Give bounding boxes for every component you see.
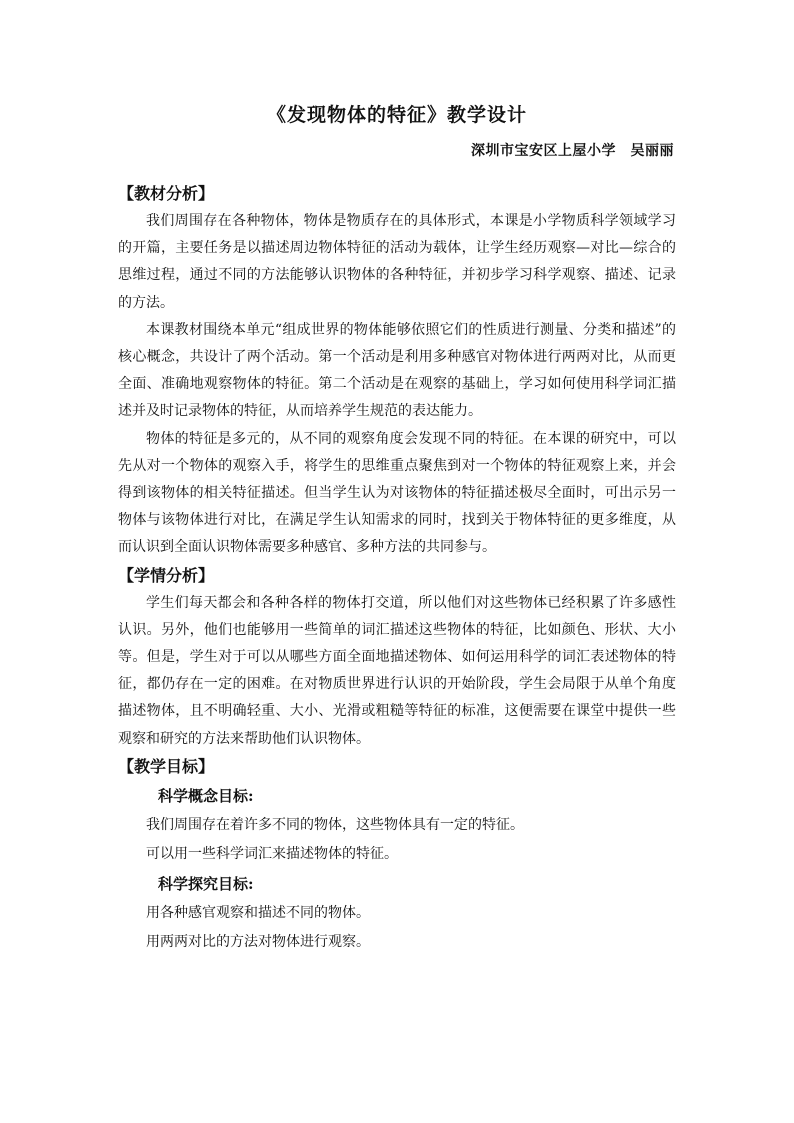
concept-goal-2: 可以用一些科学词汇来描述物体的特征。 bbox=[146, 845, 398, 862]
concept-goal-1: 我们周围存在着许多不同的物体，这些物体具有一定的特征。 bbox=[146, 816, 524, 833]
concept-goal-heading: 科学概念目标: bbox=[158, 786, 254, 805]
inquiry-goal-1: 用各种感官观察和描述不同的物体。 bbox=[146, 904, 370, 921]
students-paragraph-1: 学生们每天都会和各种各样的物体打交道，所以他们对这些物体已经积累了许多感性认识。另外，他们也能够用一些简单的词汇描述这些物体的特征，比如颜色、形状、大小等。但是，学生对于可以从哪些方面全面地描述物体、如何运用科学的词汇表述物体的特征，都仍存在一定的困难。在对物质世界进行认识的开始阶段，学生会局限于从单个角度描述物体，且不明确轻重、大小、光滑或粗糙等特征的标准，这便需要在课堂中提供一些观察和研究的方法来帮助他们认识物体。 bbox=[118, 594, 676, 747]
textbook-paragraph-1: 我们周围存在各种物体，物体是物质存在的具体形式，本课是小学物质科学领域学习的开篇，主要任务是以描述周边物体特征的活动为载体，让学生经历观察—对比—综合的思维过程，通过不同的方法能够认识物体的各种特征，并初步学习科学观察、描述、记录的方法。 bbox=[118, 213, 676, 311]
inquiry-goal-2: 用两两对比的方法对物体进行观察。 bbox=[146, 933, 370, 950]
document-body bbox=[118, 180, 676, 957]
textbook-paragraph-2: 本课教材围绕本单元“组成世界的物体能够依照它们的性质进行测量、分类和描述”的核心概念，共设计了两个活动。第一个活动是利用多种感官对物体进行两两对比，从而更全面、准确地观察物体的特征。第二个活动是在观察的基础上，学习如何使用科学词汇描述并及时记录物体的特征，从而培养学生规范的表达能力。 bbox=[118, 321, 676, 420]
inquiry-goal-heading: 科学探究目标: bbox=[158, 874, 254, 893]
section-heading-goals: 【教学目标】 bbox=[118, 756, 215, 776]
author-line: 深圳市宝安区上屋小学 吴丽丽 bbox=[471, 143, 674, 159]
section-heading-students: 【学情分析】 bbox=[118, 565, 215, 585]
document-title: 《发现物体的特征》教学设计 bbox=[266, 104, 527, 126]
textbook-paragraph-3: 物体的特征是多元的，从不同的观察角度会发现不同的特征。在本课的研究中，可以先从对一个物体的观察入手，将学生的思维重点聚焦到对一个物体的特征观察上来，并会得到该物体的相关特征描述。但当学生认为对该物体的特征描述极尽全面时，可出示另一物体与该物体进行对比，在满足学生认知需求的同时，找到关于物体特征的更多维度，从而认识到全面认识物体需要多种感官、多种方法的共同参与。 bbox=[118, 430, 676, 556]
section-heading-textbook: 【教材分析】 bbox=[118, 184, 215, 203]
